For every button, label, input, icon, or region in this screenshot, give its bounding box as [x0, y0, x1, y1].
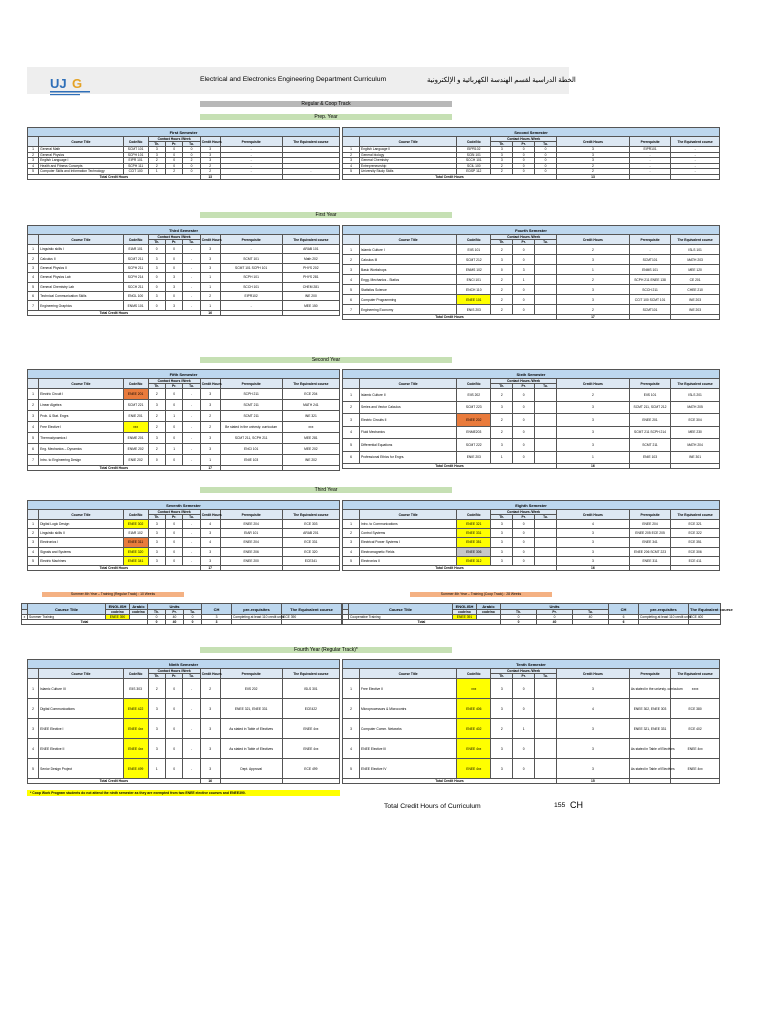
semester-table-5: Fifth Semester Course Title Code/No Contact Hours /Week Credit Hours Prerequisite The Equivalent course Th. Pr. Tu. 1 Electric Circuit I ENEE 201 2 0 - 3 SCPH 211 ECE 204 2 Linear Algebra SCMT 221 3 0 - 3 SCMT 211 MATH 241 3 Prob. & Stat. Engrs ENIE 201 2 1 - 2 SCMT 211 INE 321 4 Free Elective I xxx 2 0 - 2 Be stated in the univrsty. curriculum xxx 5 Thermodynamics I ENME 201 3 0 - 3 SCMT 211, SCPH 211 MEE 281 6 Eng. Mechanics – Dynamics ENME 202 2 1 - 3 ENCI 101 MEE 202 7 Intro. to Engineering Design ENIE 202 0 0 - 1 ENIE 103 INE 202 Total Credit Hours 17 — [27, 369, 340, 471]
table-row: 4 Fluid Mechanics ENME203 2 0 3 SCMT 211 SCPH 214 MEE 230 — [343, 426, 720, 439]
table-row: 1 Free Elective II xxx 3 0 3 As stated in the univrsty. curriculum xxxx — [343, 679, 720, 699]
table-row: 1 Electric Circuit I ENEE 201 2 0 - 3 SCPH 211 ECE 204 — [28, 389, 340, 400]
table-row: 3 General Chemistry SCCH 101 3 0 0 3 - - — [343, 158, 720, 164]
table-row: 5 Thermodynamics I ENME 201 3 0 - 3 SCMT 211, SCPH 211 MEE 281 — [28, 433, 340, 444]
semester-total-row: Total Credit Hours 13 — [28, 174, 340, 179]
university-logo — [48, 75, 98, 97]
table-row: 4 General Physics Lab SCPH 214 0 3 - 1 SCPH 101 PHYS 281 — [28, 273, 340, 282]
semester-table-7: Seventh Semester Course Title Code/No Contact Hours /Week Credit Hours Prerequisite The Equivalent course Th. Pr. Tu. 1 Digital Logic Design ENEE 302 3 0 - 4 ENEE 204 ECE 303 2 Linguistic skills II EIAR 102 3 0 - 3 EIAR 101 ARAB 201 3 Electronics I ENEE 311 3 0 - 4 ENEE 204 ECE 331 4 Signals and Systems ENEE 320 3 0 - 3 ENEE 206 ECE 320 5 Electric Machines ENEE 341 3 0 - 3 ENEE 200 ECE341 Total Credit Hours 17 — [27, 500, 340, 571]
semester-total-row: Total Credit Hours 13 — [343, 174, 720, 179]
table-row: 3 Electrical Power Systems I ENEE 351 3 0 3 ENEE 341 ECE 351 — [343, 538, 720, 547]
table-row: 1 Digital Logic Design ENEE 302 3 0 - 4 ENEE 204 ECE 303 — [28, 520, 340, 529]
table-row: 5 Senior Design Project ENEE 499 1 0 - 3 Dept. Approval ECE 499 — [28, 759, 340, 779]
table-row: 1 Linguistic skills I EIAR 101 0 0 - 3 - ARAB 101 — [28, 245, 340, 254]
semester-title: Sixth Semester — [343, 370, 720, 379]
table-row: 7 Engineering Graphics ENMS 101 0 3 - 1 - MEE 150 — [28, 301, 340, 310]
semester-table-1: First Semester Course Title Code/No Contact Hours /Week Credit Hours Prerequisite The Equivalent course Th. Pr. Tu. 1 General Math SCMT 101 3 0 0 3 - 2 General Physics SCPH 101 3 0 0 3 - 3 English Language I EIPR 101 2 0 2 3 - 4 Health and Fitness Concepts SCPH 111 2 0 0 2 - 5 Computer Skills and Information Technology CCIT 100 1 2 0 2 - - Total Credit Hours 13 — [27, 127, 340, 180]
semester-title: Second Semester — [343, 128, 720, 137]
table-row: 7 Engineering Economy ENIS 203 2 0 2 SCMT101 INE 203 — [343, 305, 720, 315]
grand-total-label: Total Credit Hours of Curriculum — [384, 803, 481, 810]
table-row: 6 Professional Ethics for Engrs. ENIE 203 1 0 1 ENIE 103 INE 301 — [343, 451, 720, 464]
third-year-bar: Third Year — [200, 487, 452, 493]
table-row: 1 Intro. to Communications ENEE 321 3 0 4 ENEE 204 ECE 321 — [343, 520, 720, 529]
coop-footnote: * Coop Work Program students do not attend the ninth semester as they are exempted from two ENEE elective courses and ENEE390. — [27, 790, 340, 796]
summer-regular-table: Course Title ENGLISH Arabic Units CH pre-requisites The Equivalent course code/no code/no Th. Pr. Tu. x Summer Training ENEE 390 0 40 0 3 Completing at least 110 credit units ECE 390 Total 0 40 0 3 — [21, 603, 342, 625]
header-title-english: Electrical and Electronics Engineering Department Curriculum — [200, 76, 387, 83]
summer-regular-bar: Summer 4th Year – Training (Regular Track) : 10 Weeks — [42, 592, 184, 597]
grand-total-unit: CH — [570, 800, 583, 810]
table-row: 3 Basic Workshops ENMS 102 0 3 1 ENMS 101 MEE 120 — [343, 265, 720, 275]
table-row: 5 Statistics Science ENCH 110 2 0 3 SCCH 211 CHEE 210 — [343, 285, 720, 295]
table-row: 5 Differential Equations SCMT 222 3 0 3 SCMT 211 MATH 204 — [343, 439, 720, 452]
semester-total-row: Total Credit Hours 17 — [28, 565, 340, 570]
semester-title: Fifth Semester — [28, 370, 340, 379]
svg-text:UJ: UJ — [50, 76, 67, 91]
semester-table-3: Third Semester Course Title Code/No Contact Hours /Week Credit Hours Prerequisite The Equivalent course Th. Pr. Tu. 1 Linguistic skills I EIAR 101 0 0 - 3 - ARAB 101 2 Calculus II SCMT 211 3 0 - 3 SCMT 101 Math 202 3 General Physics II SCPH 211 3 0 - 3 SCMT 101 SCPH 101 PHYS 202 4 General Physics Lab SCPH 214 0 3 - 1 SCPH 101 PHYS 281 5 General Chemistry Lab SCCH 211 0 3 - 1 SCCH 101 CHEM 281 6 Technical Communication Skills ENGL 100 3 0 - 2 EIPR102 INE 200 7 Engineering Graphics ENMS 101 0 3 - 1 - MEE 150 Total Credit Hours 16 — [27, 225, 340, 316]
table-row: 3 Computer Comm. Networks ENEE 402 2 1 3 ENEE 321, ENEE 331 ECE 402 — [343, 719, 720, 739]
table-row: 2 General Physics SCPH 101 3 0 0 3 - — [28, 152, 340, 158]
semester-total-row: Total Credit Hours 17 — [28, 466, 340, 471]
summer-coop-bar: Summer 4th Year – Training (Coop Track) : 28 Weeks — [410, 592, 552, 597]
table-row: 3 Electric Circuits II ENEE 202 2 0 3 ENEE 201 ECE 304 — [343, 414, 720, 427]
table-row: 2 Microprocessors & Microcontrs ENEE 406 3 0 4 ENEE 302, ENEE 303 ECE 380 — [343, 699, 720, 719]
semester-table-8: Eighth Semester Course Title Code/No Contact Hours /Week Credit Hours Prerequisite The Equivalent course Th. Pr. Tu. 1 Intro. to Communications ENEE 321 3 0 4 ENEE 204 ECE 321 2 Control Systems ENEE 331 3 0 3 ENEE 205 ECE 205 ECE 322 3 Electrical Power Systems I ENEE 351 3 0 3 ENEE 341 ECE 351 4 Electromagnetic Fields ENEE 306 3 0 3 ENEE 206 SCMT 223 ECE 306 5 Electronics II ENEE 312 3 0 3 ENEE 311 ECE 411 Total Credit Hours 16 — [342, 500, 720, 571]
table-row: 3 General Physics II SCPH 211 3 0 - 3 SCMT 101 SCPH 101 PHYS 202 — [28, 263, 340, 272]
table-row: 7 Intro. to Engineering Design ENIE 202 0 0 - 1 ENIE 103 INE 202 — [28, 455, 340, 466]
table-row: 4 Health and Fitness Concepts SCPH 111 2 0 0 2 - — [28, 163, 340, 169]
table-row: 5 University Study Skills EDSP 112 2 0 0 2 - - — [343, 169, 720, 175]
semester-title: Eighth Semester — [343, 501, 720, 510]
semester-total-row: Total Credit Hours 16 — [28, 779, 340, 784]
svg-text:G: G — [72, 76, 83, 91]
semester-total-row: Total Credit Hours 17 — [343, 315, 720, 320]
semester-title: Seventh Semester — [28, 501, 340, 510]
table-row: 2 Calculus III SCMT 212 3 0 3 SCMT101 MATH 203 — [343, 255, 720, 265]
semester-title: First Semester — [28, 128, 340, 137]
table-row: 2 Linguistic skills II EIAR 102 3 0 - 3 EIAR 101 ARAB 201 — [28, 529, 340, 538]
table-row: 6 Technical Communication Skills ENGL 100 3 0 - 2 EIPR102 INE 200 — [28, 291, 340, 300]
table-row: Cooperative Training ENEE 391 0 0 40 6 Completing at least 110 credit units ECE 400 — [343, 615, 721, 620]
semester-total-row: Total Credit Hours 16 — [343, 565, 720, 570]
table-row: 4 ENEE Elective II ENEE 4xx 3 0 - 3 As stated in Table of Electives ENEE 4xx — [28, 739, 340, 759]
second-year-bar: Second Year — [200, 357, 452, 363]
fourth-year-bar: Fourth Year (Regular Track)* — [200, 647, 452, 653]
semester-table-9: Ninth Semester Course Title Code/No Contact Hours /Week Credit Hours Prerequisite The Equivalent course Th. Pr. Tu. 1 Islamic Culture III EIIS 303 2 0 - 2 EIIS 202 ISLS 301 2 Digital Communications ENEE 422 3 0 - 3 ENEE 321, ENEE 331 ECE422 3 ENEE Elective I ENEE 4xx 3 0 - 3 As stated in Table of Electives ENEE 4xx 4 ENEE Elective II ENEE 4xx 3 0 - 3 As stated in Table of Electives ENEE 4xx 5 Senior Design Project ENEE 499 1 0 - 3 Dept. Approval ECE 499 Total Credit Hours 16 — [27, 659, 340, 784]
table-row: 2 Linear Algebra SCMT 221 3 0 - 3 SCMT 211 MATH 241 — [28, 400, 340, 411]
table-row: 3 English Language I EIPR 101 2 0 2 3 - — [28, 158, 340, 164]
semester-table-6: Sixth Semester Course Title Code/No Contact Hours /Week Credit Hours Prerequisite The Equivalent course Th. Pr. Tu. 1 Islamic Culture II EIIS 202 2 0 2 EIIS 101 ISLS 201 2 Series and Vector Calculus SCMT 223 3 0 3 SCMT 211, SCMT 212 MATH 205 3 Electric Circuits II ENEE 202 2 0 3 ENEE 201 ECE 304 4 Fluid Mechanics ENME203 2 0 3 SCMT 211 SCPH 214 MEE 230 5 Differential Equations SCMT 222 3 0 3 SCMT 211 MATH 204 6 Professional Ethics for Engrs. ENIE 203 1 0 1 ENIE 103 INE 301 Total Credit Hours 16 — [342, 369, 720, 469]
semester-title: Third Semester — [28, 226, 340, 235]
first-year-bar: First Year — [200, 212, 452, 218]
table-row: 1 General Math SCMT 101 3 0 0 3 - — [28, 147, 340, 153]
table-row: 2 Digital Communications ENEE 422 3 0 - 3 ENEE 321, ENEE 331 ECE422 — [28, 699, 340, 719]
summer-coop-table: Course Title ENGLISH Arabic Units CH pre-requisites The Equivalent course code/no code/no Th. Pr. Tu. Cooperative Training ENEE 391 0 0 40 6 Completing at least 110 credit units ECE 400 Total 0 40 6 — [342, 603, 721, 625]
table-row: 5 General Chemistry Lab SCCH 211 0 3 - 1 SCCH 101 CHEM 281 — [28, 282, 340, 291]
table-row: 2 Series and Vector Calculus SCMT 223 3 0 3 SCMT 211, SCMT 212 MATH 205 — [343, 401, 720, 414]
table-row: 1 Islamic Culture III EIIS 303 2 0 - 2 EIIS 202 ISLS 301 — [28, 679, 340, 699]
table-row: 2 Control Systems ENEE 331 3 0 3 ENEE 205 ECE 205 ECE 322 — [343, 529, 720, 538]
semester-table-2: Second Semester Course Title Code/No Contact Hours /Week Credit Hours Prerequisite The Equivalent course Th. Pr. Tu. 1 English Language II EIPR102 3 0 0 3 EIPR101 - 2 General biology SCBI 101 3 0 0 3 - - 3 General Chemistry SCCH 101 3 0 0 3 - - 4 Entrepreneurship SCIL 100 2 0 0 2 - - 5 University Study Skills EDSP 112 2 0 0 2 - - Total Credit Hours 13 — [342, 127, 720, 180]
track-bar: Regular & Coop Track — [200, 101, 452, 107]
semester-title: Fourth Semester — [343, 226, 720, 235]
table-row: 3 ENEE Elective I ENEE 4xx 3 0 - 3 As stated in Table of Electives ENEE 4xx — [28, 719, 340, 739]
semester-title: Ninth Semester — [28, 660, 340, 669]
table-row: x Summer Training ENEE 390 0 40 0 3 Completing at least 110 credit units ECE 390 — [22, 615, 342, 620]
table-row: 4 Signals and Systems ENEE 320 3 0 - 3 ENEE 206 ECE 320 — [28, 547, 340, 556]
table-row: 2 General biology SCBI 101 3 0 0 3 - - — [343, 152, 720, 158]
semester-title: Tenth Semester — [343, 660, 720, 669]
table-row: 3 Prob. & Stat. Engrs ENIE 201 2 1 - 2 SCMT 211 INE 321 — [28, 411, 340, 422]
table-row: 5 Electronics II ENEE 312 3 0 3 ENEE 311 ECE 411 — [343, 556, 720, 565]
semester-total-row: Total Credit Hours 16 — [343, 464, 720, 469]
table-row: 6 Eng. Mechanics – Dynamics ENME 202 2 1 - 3 ENCI 101 MEE 202 — [28, 444, 340, 455]
table-row: 5 Computer Skills and Information Technology CCIT 100 1 2 0 2 - - — [28, 169, 340, 175]
semester-table-10: Tenth Semester Course Title Code/No Contact Hours /Week Credit Hours Prerequisite The Equivalent course Th. Pr. Tu. 1 Free Elective II xxx 3 0 3 As stated in the univrsty. curriculum xxxx 2 Microprocessors & Microcontrs ENEE 406 3 0 4 ENEE 302, ENEE 303 ECE 380 3 Computer Comm. Networks ENEE 402 2 1 3 ENEE 321, ENEE 331 ECE 402 4 ENEE Elective III ENEE 4xx 3 0 3 As stated in Table of Electives ENEE 4xx 5 ENEE Elective IV ENEE 4xx 3 0 3 As stated in Table of Electives ENEE 4xx Total Credit Hours 15 — [342, 659, 720, 784]
table-row: 4 ENEE Elective III ENEE 4xx 3 0 3 As stated in Table of Electives ENEE 4xx — [343, 739, 720, 759]
table-row: 4 Free Elective I xxx 2 0 - 2 Be stated in the univrsty. curriculum xxx — [28, 422, 340, 433]
table-row: 4 Electromagnetic Fields ENEE 306 3 0 3 ENEE 206 SCMT 223 ECE 306 — [343, 547, 720, 556]
table-row: 1 Islamic Culture II EIIS 202 2 0 2 EIIS 101 ISLS 201 — [343, 389, 720, 402]
table-row: 2 Calculus II SCMT 211 3 0 - 3 SCMT 101 Math 202 — [28, 254, 340, 263]
table-row: 5 ENEE Elective IV ENEE 4xx 3 0 3 As stated in Table of Electives ENEE 4xx — [343, 759, 720, 779]
header-title-arabic: الخطة الدراسية لقسم الهندسة الكهربائية و الإلكترونية — [427, 77, 576, 84]
table-row: 1 Islamic Culture I EIIS 101 2 0 2 - ISLS 101 — [343, 245, 720, 255]
prep-year-bar: Prep. Year — [200, 114, 452, 120]
table-row: 5 Electric Machines ENEE 341 3 0 - 3 ENEE 200 ECE341 — [28, 556, 340, 565]
table-row: 1 English Language II EIPR102 3 0 0 3 EIPR101 - — [343, 147, 720, 153]
table-row: 4 Entrepreneurship SCIL 100 2 0 0 2 - - — [343, 163, 720, 169]
table-row: 6 Computer Programming ENEE 101 2 0 3 CCIT 100 SCMT 101 INE 203 — [343, 295, 720, 305]
table-row: 4 Engg. Mechanics - Statics ENCI 101 2 1 2 SCPH 211 ENEE 138 CE 201 — [343, 275, 720, 285]
semester-total-row: Total Credit Hours 16 — [28, 310, 340, 315]
grand-total-value: 155 — [554, 802, 566, 809]
semester-total-row: Total Credit Hours 15 — [343, 779, 720, 784]
table-row: 3 Electronics I ENEE 311 3 0 - 4 ENEE 204 ECE 331 — [28, 538, 340, 547]
semester-table-4: Fourth Semester Course Title Code/No Contact Hours /Week Credit Hours Prerequisite The Equivalent course Th. Pr. Tu. 1 Islamic Culture I EIIS 101 2 0 2 - ISLS 101 2 Calculus III SCMT 212 3 0 3 SCMT101 MATH 203 3 Basic Workshops ENMS 102 0 3 1 ENMS 101 MEE 120 4 Engg. Mechanics - Statics ENCI 101 2 1 2 SCPH 211 ENEE 138 CE 201 5 Statistics Science ENCH 110 2 0 3 SCCH 211 CHEE 210 6 Computer Programming ENEE 101 2 0 3 CCIT 100 SCMT 101 INE 203 7 Engineering Economy ENIS 203 2 0 2 SCMT101 INE 203 Total Credit Hours 17 — [342, 225, 720, 320]
